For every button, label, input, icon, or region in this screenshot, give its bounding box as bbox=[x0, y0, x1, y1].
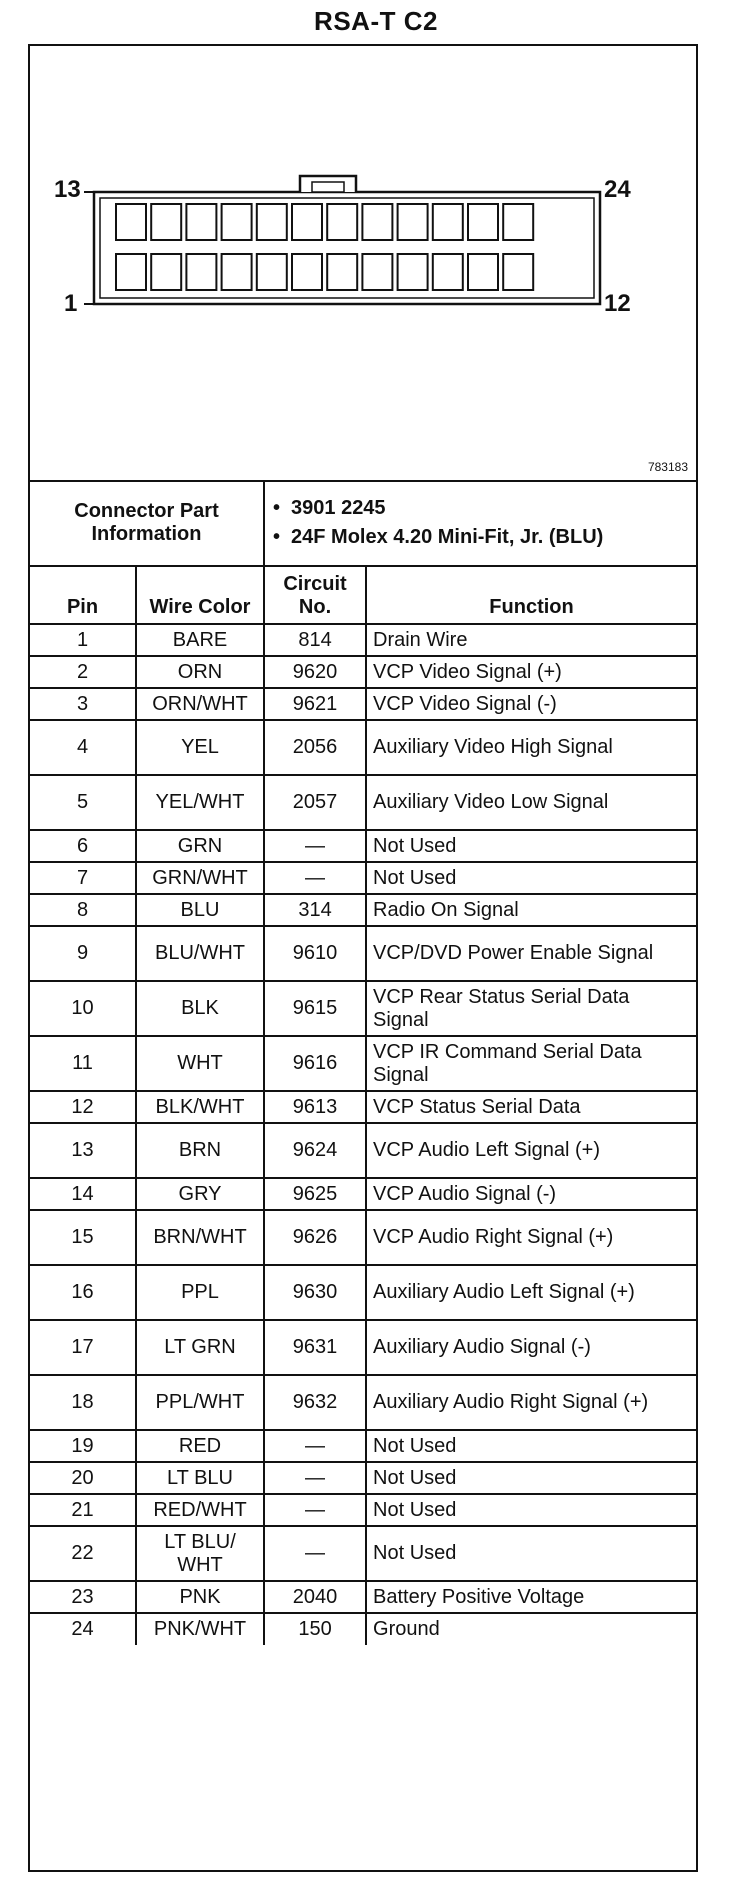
connector-info-row bbox=[30, 480, 696, 566]
table-row bbox=[30, 656, 696, 688]
pin-cell: 23 bbox=[30, 1581, 136, 1613]
pin-cell: 18 bbox=[30, 1375, 136, 1430]
pin-label-bottom-right: 12 bbox=[604, 290, 631, 317]
function-cell: Not Used bbox=[366, 1526, 696, 1581]
connector-cavity bbox=[292, 204, 322, 240]
wire-color-cell: YEL bbox=[136, 720, 264, 775]
pin-cell: 10 bbox=[30, 981, 136, 1036]
connector-cavity bbox=[116, 204, 146, 240]
pin-cell: 15 bbox=[30, 1210, 136, 1265]
connector-cavity bbox=[468, 254, 498, 290]
circuit-cell: — bbox=[264, 1526, 366, 1581]
circuit-cell: 9630 bbox=[264, 1265, 366, 1320]
pin-label-bottom-left: 1 bbox=[64, 290, 78, 317]
circuit-cell: 9621 bbox=[264, 688, 366, 720]
function-cell: VCP Audio Signal (-) bbox=[366, 1178, 696, 1210]
wire-color-cell: RED bbox=[136, 1430, 264, 1462]
connector-face-drawing bbox=[30, 46, 696, 482]
circuit-cell: — bbox=[264, 862, 366, 894]
circuit-cell: 9613 bbox=[264, 1091, 366, 1123]
table-row bbox=[30, 1210, 696, 1265]
pin-cell: 22 bbox=[30, 1526, 136, 1581]
connector-cavity bbox=[468, 204, 498, 240]
function-cell: Auxiliary Audio Right Signal (+) bbox=[366, 1375, 696, 1430]
connector-cavity bbox=[398, 204, 428, 240]
table-row bbox=[30, 1036, 696, 1091]
wire-color-cell: BARE bbox=[136, 624, 264, 656]
header-circuit-no: Circuit No. bbox=[264, 566, 366, 624]
circuit-cell: 9620 bbox=[264, 656, 366, 688]
connector-cavity bbox=[362, 254, 392, 290]
wire-color-cell: RED/WHT bbox=[136, 1494, 264, 1526]
function-cell: Battery Positive Voltage bbox=[366, 1581, 696, 1613]
connector-cavity bbox=[222, 204, 252, 240]
table-row bbox=[30, 1123, 696, 1178]
function-cell: VCP Video Signal (+) bbox=[366, 656, 696, 688]
connector-cavity bbox=[433, 204, 463, 240]
circuit-cell: 9631 bbox=[264, 1320, 366, 1375]
table-row bbox=[30, 926, 696, 981]
function-cell: Not Used bbox=[366, 1462, 696, 1494]
connector-cavity bbox=[116, 254, 146, 290]
table-row bbox=[30, 1178, 696, 1210]
pin-cell: 12 bbox=[30, 1091, 136, 1123]
pin-cell: 5 bbox=[30, 775, 136, 830]
table-row bbox=[30, 720, 696, 775]
function-cell: Auxiliary Video High Signal bbox=[366, 720, 696, 775]
circuit-cell: 2040 bbox=[264, 1581, 366, 1613]
wire-color-cell: PNK/WHT bbox=[136, 1613, 264, 1645]
circuit-cell: 2056 bbox=[264, 720, 366, 775]
function-cell: Drain Wire bbox=[366, 624, 696, 656]
connector-cavity bbox=[433, 254, 463, 290]
wire-color-cell: WHT bbox=[136, 1036, 264, 1091]
function-cell: VCP IR Command Serial Data Signal bbox=[366, 1036, 696, 1091]
connector-cavity bbox=[398, 254, 428, 290]
header-function: Function bbox=[366, 566, 696, 624]
table-row bbox=[30, 1613, 696, 1645]
function-cell: VCP Video Signal (-) bbox=[366, 688, 696, 720]
pin-cell: 7 bbox=[30, 862, 136, 894]
pin-cell: 2 bbox=[30, 656, 136, 688]
pin-cell: 9 bbox=[30, 926, 136, 981]
wire-color-cell: YEL/WHT bbox=[136, 775, 264, 830]
circuit-cell: 9632 bbox=[264, 1375, 366, 1430]
function-cell: VCP Status Serial Data bbox=[366, 1091, 696, 1123]
connector-cavity bbox=[186, 254, 216, 290]
connector-part-number: • 3901 2245 bbox=[273, 496, 386, 519]
function-cell: VCP Rear Status Serial Data Signal bbox=[366, 981, 696, 1036]
circuit-cell: 814 bbox=[264, 624, 366, 656]
circuit-cell: 2057 bbox=[264, 775, 366, 830]
circuit-cell: 9615 bbox=[264, 981, 366, 1036]
connector-cavity bbox=[327, 204, 357, 240]
circuit-cell: — bbox=[264, 1494, 366, 1526]
page-title: RSA-T C2 bbox=[314, 6, 438, 36]
table-row bbox=[30, 1462, 696, 1494]
function-cell: Ground bbox=[366, 1613, 696, 1645]
table-row bbox=[30, 981, 696, 1036]
pin-cell: 1 bbox=[30, 624, 136, 656]
header-wire-color: Wire Color bbox=[136, 566, 264, 624]
function-cell: Auxiliary Video Low Signal bbox=[366, 775, 696, 830]
wire-color-cell: BRN bbox=[136, 1123, 264, 1178]
wire-color-cell: PNK bbox=[136, 1581, 264, 1613]
table-header-row bbox=[30, 566, 696, 624]
function-cell: Not Used bbox=[366, 862, 696, 894]
function-cell: Not Used bbox=[366, 1430, 696, 1462]
pin-label-top-left: 13 bbox=[54, 176, 81, 203]
circuit-cell: 314 bbox=[264, 894, 366, 926]
circuit-cell: — bbox=[264, 1430, 366, 1462]
function-cell: Not Used bbox=[366, 1494, 696, 1526]
connector-cavity bbox=[362, 204, 392, 240]
table-row bbox=[30, 624, 696, 656]
pin-label-top-right: 24 bbox=[604, 176, 631, 203]
function-cell: VCP Audio Left Signal (+) bbox=[366, 1123, 696, 1178]
pin-cell: 6 bbox=[30, 830, 136, 862]
wire-color-cell: BLK/WHT bbox=[136, 1091, 264, 1123]
circuit-cell: — bbox=[264, 1462, 366, 1494]
table-row bbox=[30, 1494, 696, 1526]
connector-cavity bbox=[222, 254, 252, 290]
pin-cell: 3 bbox=[30, 688, 136, 720]
table-row bbox=[30, 1375, 696, 1430]
connector-cavity bbox=[257, 254, 287, 290]
function-cell: Auxiliary Audio Left Signal (+) bbox=[366, 1265, 696, 1320]
wire-color-cell: ORN/WHT bbox=[136, 688, 264, 720]
pin-cell: 8 bbox=[30, 894, 136, 926]
table-row bbox=[30, 1581, 696, 1613]
circuit-cell: 9626 bbox=[264, 1210, 366, 1265]
wire-color-cell: LT GRN bbox=[136, 1320, 264, 1375]
circuit-cell: 150 bbox=[264, 1613, 366, 1645]
table-row bbox=[30, 688, 696, 720]
connector-type: • 24F Molex 4.20 Mini-Fit, Jr. (BLU) bbox=[273, 525, 604, 548]
pin-cell: 21 bbox=[30, 1494, 136, 1526]
header-pin: Pin bbox=[30, 566, 136, 624]
table-row bbox=[30, 1265, 696, 1320]
table-row bbox=[30, 894, 696, 926]
wire-color-cell: GRY bbox=[136, 1178, 264, 1210]
circuit-cell: 9624 bbox=[264, 1123, 366, 1178]
connector-cavity bbox=[186, 204, 216, 240]
wire-color-cell: LT BLU/ WHT bbox=[136, 1526, 264, 1581]
wire-color-cell: LT BLU bbox=[136, 1462, 264, 1494]
table-row bbox=[30, 1430, 696, 1462]
table-row bbox=[30, 830, 696, 862]
wire-color-cell: GRN bbox=[136, 830, 264, 862]
wire-color-cell: GRN/WHT bbox=[136, 862, 264, 894]
connector-cavity bbox=[503, 204, 533, 240]
function-cell: Not Used bbox=[366, 830, 696, 862]
function-cell: Auxiliary Audio Signal (-) bbox=[366, 1320, 696, 1375]
circuit-cell: 9616 bbox=[264, 1036, 366, 1091]
connector-cavity bbox=[327, 254, 357, 290]
table-row bbox=[30, 1320, 696, 1375]
pin-cell: 19 bbox=[30, 1430, 136, 1462]
connector-diagram bbox=[30, 46, 696, 482]
function-cell: Radio On Signal bbox=[366, 894, 696, 926]
table-row bbox=[30, 775, 696, 830]
pin-cell: 17 bbox=[30, 1320, 136, 1375]
circuit-cell: 9610 bbox=[264, 926, 366, 981]
wire-color-cell: PPL/WHT bbox=[136, 1375, 264, 1430]
pin-cell: 14 bbox=[30, 1178, 136, 1210]
connector-cavity bbox=[503, 254, 533, 290]
wire-color-cell: PPL bbox=[136, 1265, 264, 1320]
pin-cell: 13 bbox=[30, 1123, 136, 1178]
pin-cell: 11 bbox=[30, 1036, 136, 1091]
connector-info-list bbox=[264, 480, 696, 566]
table-row bbox=[30, 1091, 696, 1123]
connector-info-label: Connector Part Information bbox=[30, 480, 264, 566]
connector-sheet bbox=[28, 44, 698, 1872]
pin-cell: 4 bbox=[30, 720, 136, 775]
cavity-grid bbox=[116, 204, 533, 290]
function-cell: VCP/DVD Power Enable Signal bbox=[366, 926, 696, 981]
pin-cell: 24 bbox=[30, 1613, 136, 1645]
wire-color-cell: BLK bbox=[136, 981, 264, 1036]
wire-color-cell: BLU bbox=[136, 894, 264, 926]
pinout-rows bbox=[30, 624, 696, 1645]
table-row bbox=[30, 862, 696, 894]
wire-color-cell: BLU/WHT bbox=[136, 926, 264, 981]
pinout-table bbox=[30, 480, 696, 1645]
wire-color-cell: ORN bbox=[136, 656, 264, 688]
wire-color-cell: BRN/WHT bbox=[136, 1210, 264, 1265]
circuit-cell: 9625 bbox=[264, 1178, 366, 1210]
connector-cavity bbox=[151, 254, 181, 290]
figure-reference-number: 783183 bbox=[647, 460, 688, 474]
function-cell: VCP Audio Right Signal (+) bbox=[366, 1210, 696, 1265]
pin-cell: 20 bbox=[30, 1462, 136, 1494]
connector-cavity bbox=[257, 204, 287, 240]
table-row bbox=[30, 1526, 696, 1581]
connector-cavity bbox=[292, 254, 322, 290]
connector-cavity bbox=[151, 204, 181, 240]
circuit-cell: — bbox=[264, 830, 366, 862]
pin-cell: 16 bbox=[30, 1265, 136, 1320]
